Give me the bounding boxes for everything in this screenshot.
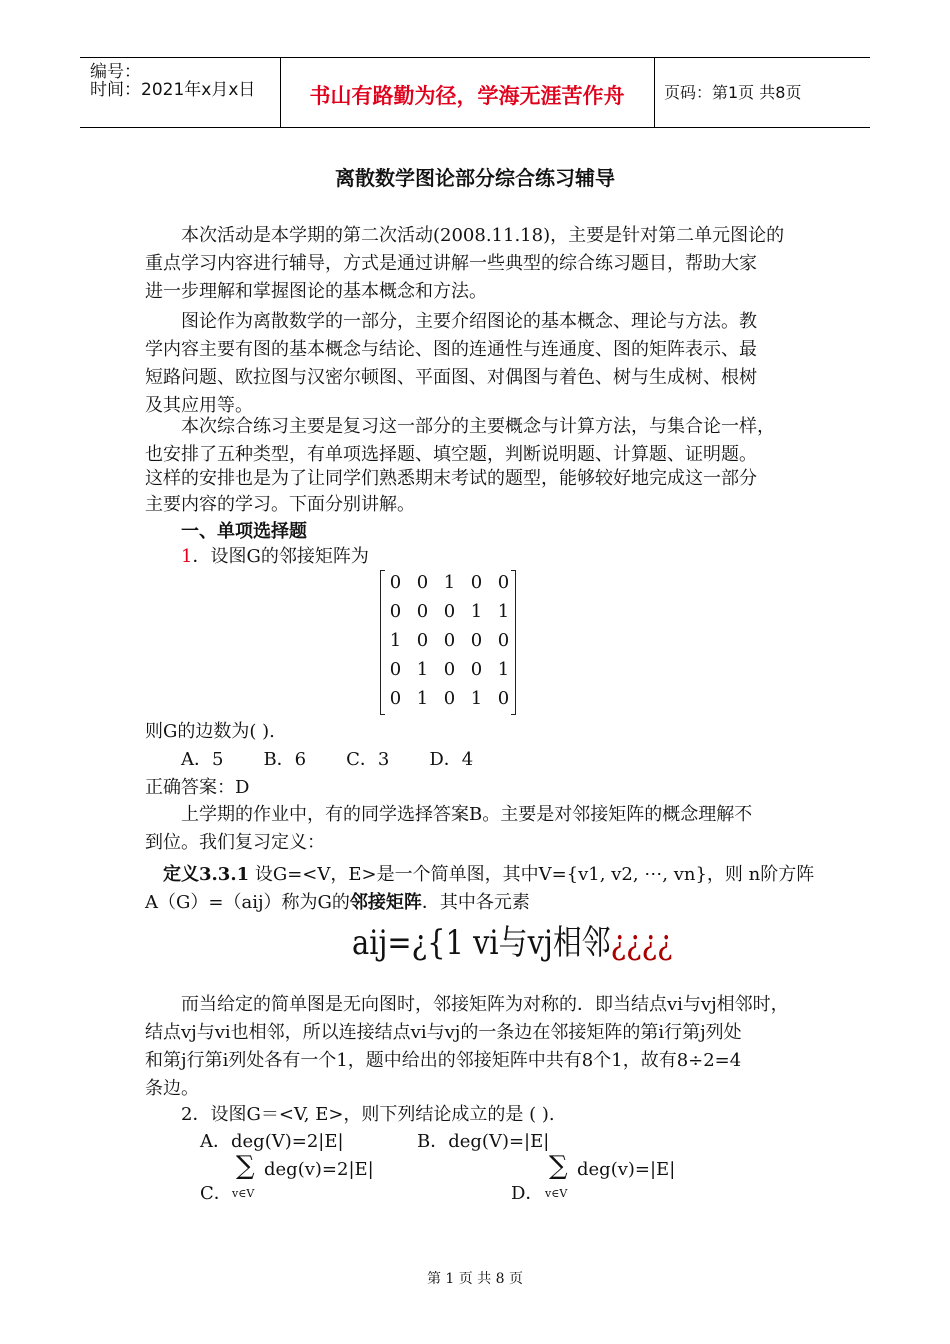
matrix-cell: 0 — [497, 572, 510, 593]
matrix-cell: 0 — [389, 572, 402, 593]
definition-label: 定义3.3.1 — [163, 864, 250, 885]
page-info: 页码：第1页 共8页 — [664, 83, 802, 102]
sum-subscript: v∈V — [232, 1187, 255, 1200]
option-b: B．deg(V)=|E| — [417, 1131, 550, 1152]
formula-tail: ¿¿¿¿ — [610, 923, 673, 963]
matrix-cell: 1 — [416, 659, 429, 680]
matrix-cell: 0 — [389, 688, 402, 709]
option-d-formula: deg(v)=|E| — [577, 1159, 676, 1180]
matrix-cell: 1 — [470, 601, 483, 622]
matrix-cell: 1 — [497, 601, 510, 622]
definition-term: 邻接矩阵 — [349, 892, 422, 913]
text-line: 和第j行第i列处各有一个1，题中给出的邻接矩阵中共有8个1，故有8÷2=4 — [145, 1050, 742, 1071]
matrix-cell: 1 — [389, 630, 402, 651]
matrix-cell: 0 — [416, 630, 429, 651]
text-line: 及其应用等。 — [145, 395, 253, 416]
matrix-cell: 1 — [497, 659, 510, 680]
paragraph-intro-1 — [145, 222, 805, 250]
number-label: 编号： — [90, 62, 141, 82]
page-title: 离散数学图论部分综合练习辅导 — [335, 166, 615, 190]
question-text: ．设图G的邻接矩阵为 — [192, 546, 369, 567]
matrix-row — [389, 572, 510, 593]
text-line: 本次综合练习主要是复习这一部分的主要概念与计算方法，与集合论一样， — [181, 416, 775, 437]
definition-text: 设G=<V，E>是一个简单图，其中V={v1, v2, ⋯, vn}，则 n阶方阵 — [254, 864, 815, 885]
matrix-cell: 0 — [497, 688, 510, 709]
option-a: A．5 — [181, 749, 224, 770]
question-1 — [181, 543, 841, 571]
matrix-cell: 0 — [470, 630, 483, 651]
matrix-cell: 0 — [470, 659, 483, 680]
adjacency-matrix — [380, 570, 516, 715]
text-line: 进一步理解和掌握图论的基本概念和方法。 — [145, 281, 487, 302]
definition-line-2 — [145, 889, 805, 917]
text-line: 条边。 — [145, 1078, 199, 1099]
option-c-label: C． — [200, 1183, 232, 1204]
text-line: 主要内容的学习。下面分别讲解。 — [145, 494, 415, 515]
text-line: 也安排了五种类型，有单项选择题、填空题，判断说明题、计算题、证明题。 — [145, 444, 757, 465]
matrix-cell: 0 — [497, 630, 510, 651]
matrix-cell: 0 — [389, 659, 402, 680]
text-line: 这样的安排也是为了让同学们熟悉期末考试的题型，能够较好地完成这一部分 — [145, 468, 757, 489]
matrix-cell: 0 — [470, 572, 483, 593]
option-c: C．3 — [346, 749, 390, 770]
header-page-cell — [655, 58, 870, 127]
time-label: 时间：2021年x月x日 — [90, 80, 256, 100]
matrix-row — [389, 630, 510, 651]
sum-icon: ∑ — [549, 1151, 568, 1181]
text-line: 学内容主要有图的基本概念与结论、图的连通性与连通度、图的矩阵表示、最 — [145, 339, 757, 360]
matrix-row — [389, 659, 510, 680]
definition-text: A（G）=（aij）称为G的 — [145, 892, 350, 913]
definition-text: ．其中各元素 — [421, 892, 530, 913]
text-line: 重点学习内容进行辅导，方式是通过讲解一些典型的综合练习题目，帮助大家 — [145, 253, 757, 274]
sum-icon: ∑ — [236, 1151, 255, 1181]
header-table — [80, 57, 870, 128]
header-meta-cell — [80, 58, 281, 127]
text-line: 短路问题、欧拉图与汉密尔顿图、平面图、对偶图与着色、树与生成树、根树 — [145, 367, 757, 388]
text-line: 上学期的作业中，有的同学选择答案B。主要是对邻接矩阵的概念理解不 — [181, 804, 753, 825]
answer-text: 正确答案：D — [145, 777, 250, 798]
options-row — [181, 746, 841, 774]
sum-subscript: v∈V — [545, 1187, 568, 1200]
text-line: 图论作为离散数学的一部分，主要介绍图论的基本概念、理论与方法。教 — [181, 311, 757, 332]
matrix-cell: 0 — [416, 601, 429, 622]
matrix-row — [389, 688, 510, 709]
matrix-cell: 0 — [443, 630, 456, 651]
option-c-formula: deg(v)=2|E| — [264, 1159, 374, 1180]
text-line: 结点vj与vi也相邻，所以连接结点vi与vj的一条边在邻接矩阵的第i行第j列处 — [145, 1022, 742, 1043]
matrix-row — [389, 601, 510, 622]
matrix-cell: 1 — [416, 688, 429, 709]
matrix-cell: 0 — [443, 659, 456, 680]
text-line: 本次活动是本学期的第二次活动(2008.11.18)，主要是针对第二单元图论的 — [181, 225, 785, 246]
option-b: B．6 — [263, 749, 307, 770]
question-2: 2．设图G＝<V, E>，则下列结论成立的是 ( ). — [181, 1104, 555, 1125]
definition-line — [163, 861, 833, 889]
header-motto-cell — [280, 58, 655, 127]
page-footer: 第 1 页 共 8 页 — [426, 1271, 524, 1287]
matrix-cell: 1 — [443, 572, 456, 593]
option-d-label: D． — [511, 1183, 544, 1204]
matrix-cell: 0 — [389, 601, 402, 622]
option-a: A．deg(V)=2|E| — [200, 1131, 344, 1152]
matrix-cell: 1 — [470, 688, 483, 709]
section-heading: 一、单项选择题 — [181, 521, 307, 542]
matrix-cell: 0 — [443, 688, 456, 709]
question-number: 1 — [181, 546, 193, 567]
matrix-cell: 0 — [443, 601, 456, 622]
option-d: D．4 — [429, 749, 474, 770]
formula-main: aij=¿{1 vi与vj相邻 — [352, 923, 611, 963]
matrix-cell: 0 — [416, 572, 429, 593]
text-line: 到位。我们复习定义： — [145, 832, 325, 853]
adjacency-formula — [352, 918, 673, 968]
motto: 书山有路勤为径，学海无涯苦作舟 — [309, 84, 625, 108]
question-ask: 则G的边数为( ). — [145, 721, 275, 742]
text-line: 而当给定的简单图是无向图时，邻接矩阵为对称的．即当结点vi与vj相邻时， — [181, 994, 789, 1015]
